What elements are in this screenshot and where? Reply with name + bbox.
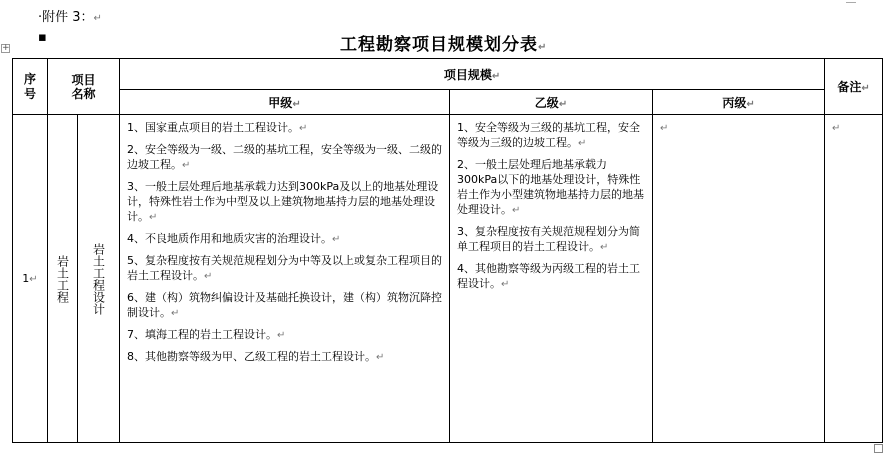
grade-a-item: 5、复杂程度按有关规范规程划分为中等及以上或复杂工程项目的岩土工程设计。↵	[127, 254, 442, 282]
header-seq: 序号	[13, 59, 48, 115]
paragraph-mark: ↵	[578, 138, 587, 149]
paragraph-mark: ↵	[332, 234, 341, 245]
paragraph-mark: ↵	[600, 242, 609, 253]
grade-b-item: 3、复杂程度按有关规范规程划分为简单工程项目的岩土工程设计。↵	[457, 225, 640, 253]
paragraph-mark: ↵	[299, 123, 308, 134]
scale-table	[12, 58, 883, 443]
row-category: 岩土工程	[48, 115, 78, 443]
grade-b-item: 1、安全等级为三级的基坑工程，安全等级为三级的边坡工程。↵	[457, 121, 640, 149]
grade-b-item: 2、一般土层处理后地基承载力300kPa以下的地基处理设计，特殊性岩土作为小型建筑物地基持力层的地基处理设计。↵	[457, 158, 644, 216]
header-grade-b: 乙级↵	[450, 90, 653, 115]
grade-a-item: 2、安全等级为一级、二级的基坑工程，安全等级为一级、二级的边坡工程。↵	[127, 143, 442, 171]
grade-c-cell: ↵	[653, 115, 825, 443]
grade-a-item: 8、其他勘察等级为甲、乙级工程的岩土工程设计。↵	[127, 350, 385, 363]
grade-a-cell	[120, 115, 450, 443]
table-move-handle-icon[interactable]: +	[2, 43, 10, 53]
grade-b-cell	[450, 115, 653, 443]
grade-a-item: 3、一般土层处理后地基承载力达到300kPa及以上的地基处理设计，特殊性岩土作为中型及以上建筑物地基持力层的地基处理设计。↵	[127, 180, 439, 223]
table-resize-handle[interactable]	[874, 444, 883, 453]
paragraph-bullet: ▪	[38, 30, 47, 45]
paragraph-mark: ↵	[182, 160, 191, 171]
header-scale: 项目规模↵	[120, 59, 825, 90]
paragraph-mark: ↵	[376, 352, 385, 363]
row-seq: 1↵	[13, 115, 48, 443]
page-title: 工程勘察项目规模划分表↵	[340, 35, 548, 55]
grade-b-item: 4、其他勘察等级为丙级工程的岩土工程设计。↵	[457, 262, 640, 290]
grade-a-item: 6、建（构）筑物纠偏设计及基础托换设计，建（构）筑物沉降控制设计。↵	[127, 291, 442, 319]
paragraph-mark: ↵	[204, 271, 213, 282]
grade-a-item: 7、填海工程的岩土工程设计。↵	[127, 328, 286, 341]
grade-a-item: 1、国家重点项目的岩土工程设计。↵	[127, 121, 308, 134]
attachment-label: ·附件 3：↵	[38, 10, 102, 25]
header-grade-a: 甲级↵	[120, 90, 450, 115]
paragraph-mark: ↵	[149, 212, 158, 223]
paragraph-mark: ↵	[171, 308, 180, 319]
header-project: 项目名称	[48, 59, 120, 115]
row-subcategory: 岩土工程设计	[78, 115, 120, 443]
paragraph-mark: ↵	[512, 205, 521, 216]
header-grade-c: 丙级↵	[653, 90, 825, 115]
grade-a-item: 4、不良地质作用和地质灾害的治理设计。↵	[127, 232, 341, 245]
paragraph-mark: ↵	[501, 279, 510, 290]
paragraph-mark: ↵	[277, 330, 286, 341]
page-corner-mark	[846, 0, 856, 3]
note-cell: ↵	[825, 115, 883, 443]
header-note: 备注↵	[825, 59, 883, 115]
